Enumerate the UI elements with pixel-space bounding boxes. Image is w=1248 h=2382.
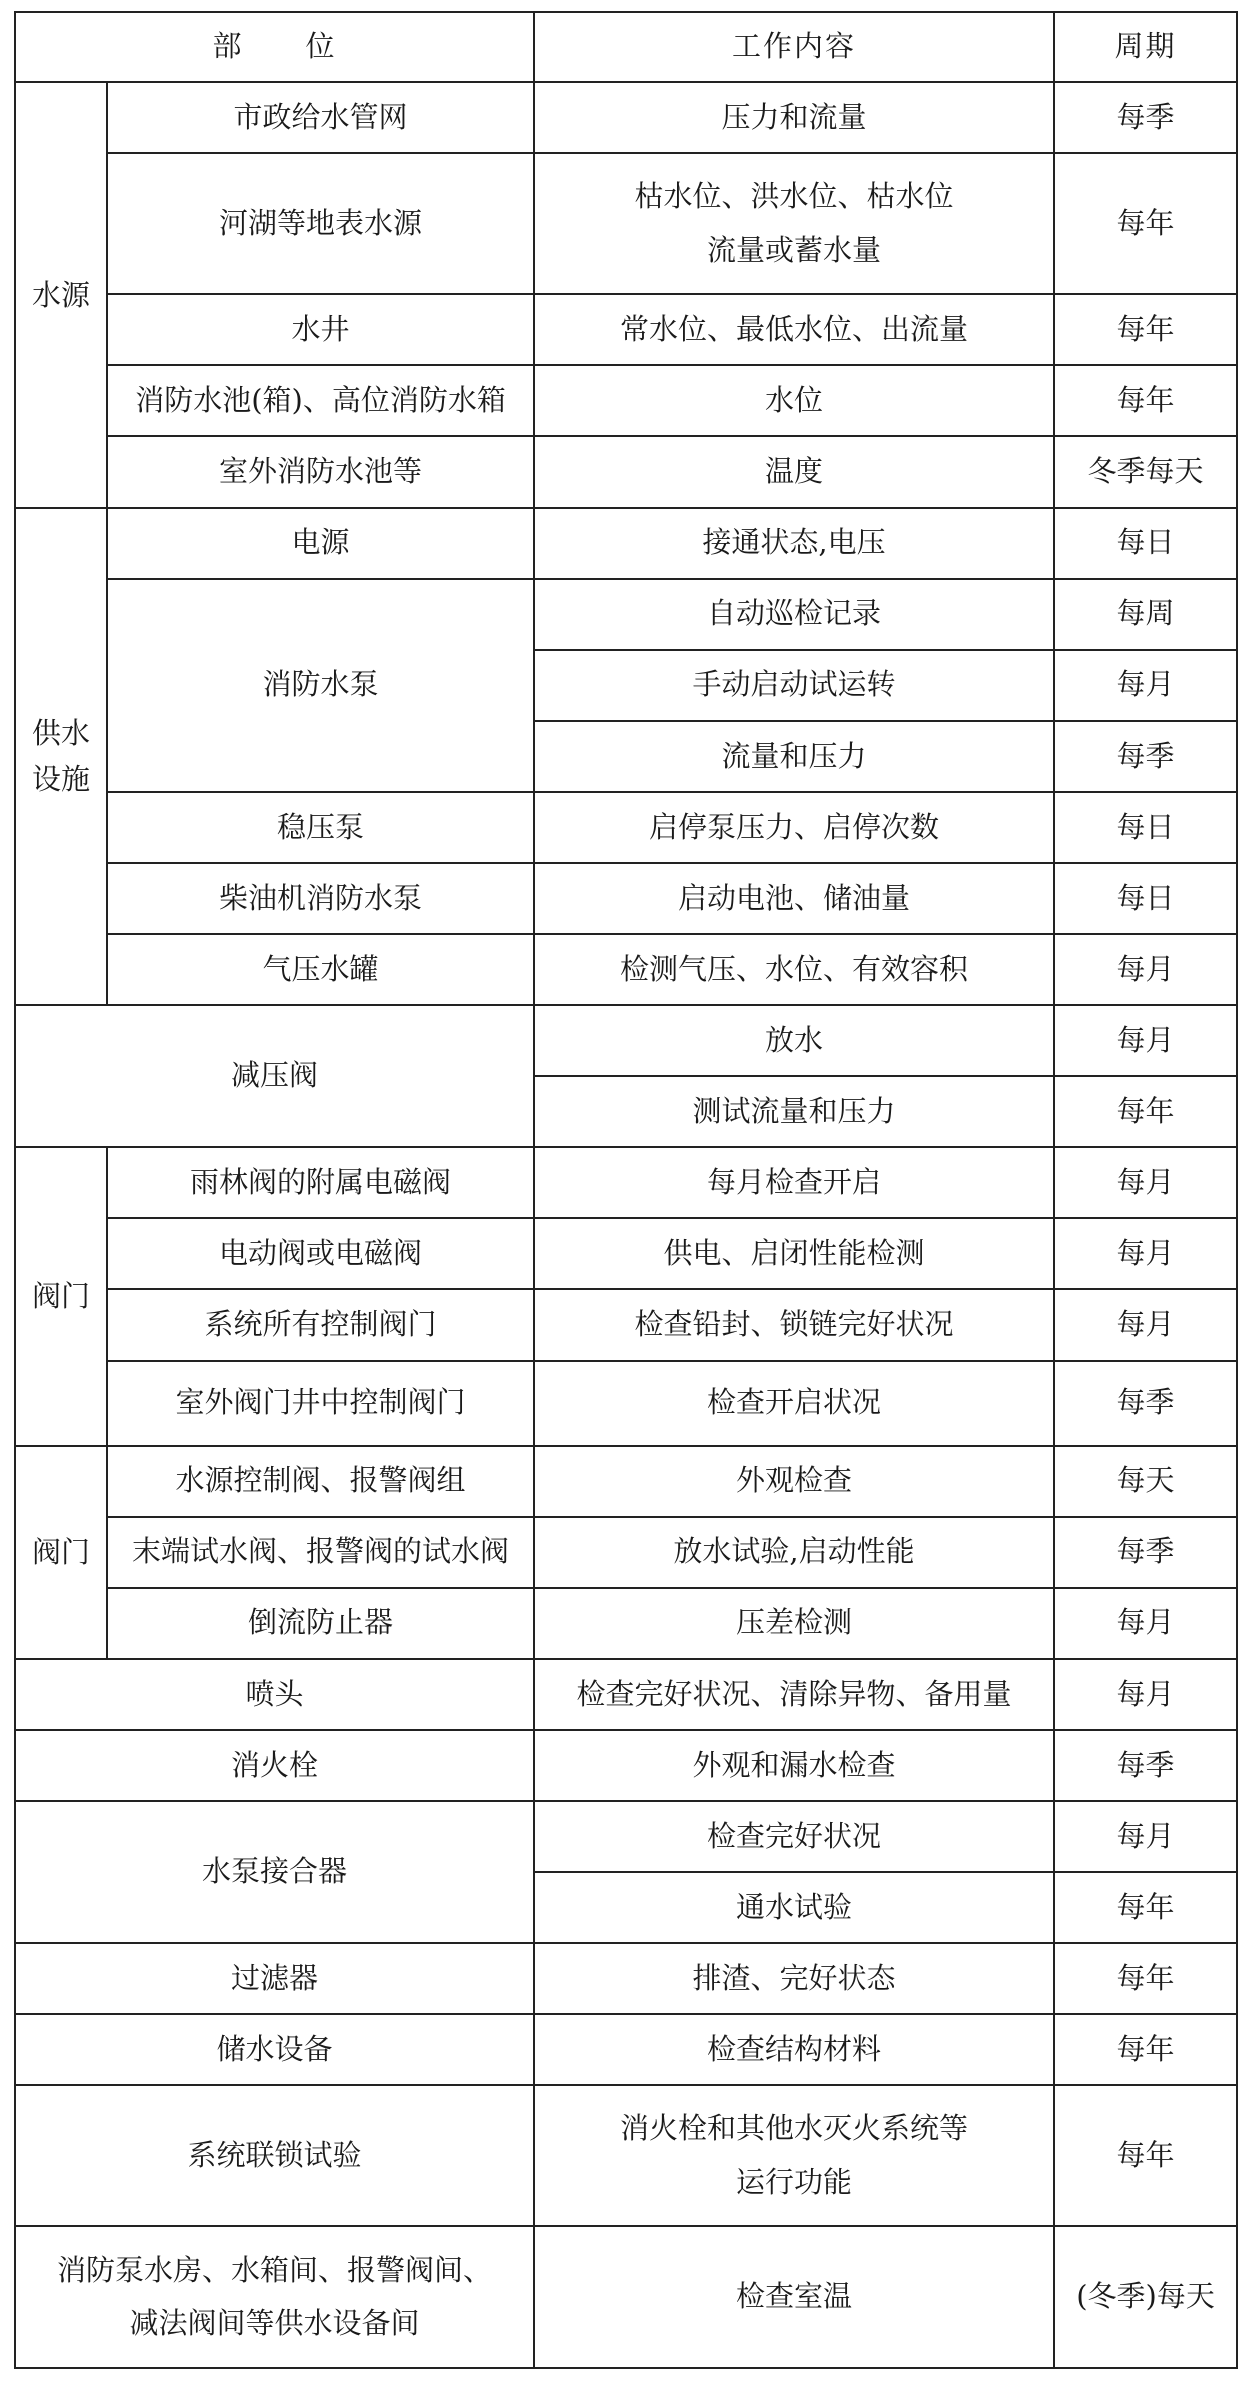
part-cell: 水井 [107, 294, 534, 365]
work-cell: 检查开启状况 [534, 1361, 1054, 1446]
work-cell: 温度 [534, 436, 1054, 507]
table-row [15, 2014, 1237, 2085]
period-cell: (冬季)每天 [1054, 2226, 1237, 2368]
period-cell: 每季 [1054, 82, 1237, 153]
period-cell: 每日 [1054, 792, 1237, 863]
period-cell: 每日 [1054, 508, 1237, 579]
part-cell: 电动阀或电磁阀 [107, 1218, 534, 1289]
group-supply-facilities: 供水 设施 [15, 508, 107, 1006]
table-row [15, 792, 1237, 863]
table-row [15, 436, 1237, 507]
part-cell: 室外消防水池等 [107, 436, 534, 507]
part-cell: 室外阀门井中控制阀门 [107, 1361, 534, 1446]
work-cell: 检查结构材料 [534, 2014, 1054, 2085]
period-cell: 每月 [1054, 1659, 1237, 1730]
work-cell: 水位 [534, 365, 1054, 436]
period-cell: 每年 [1054, 294, 1237, 365]
part-cell: 水泵接合器 [15, 1801, 534, 1943]
part-cell: 过滤器 [15, 1943, 534, 2014]
period-cell: 每年 [1054, 1076, 1237, 1147]
period-cell: 每月 [1054, 1289, 1237, 1360]
table-row [15, 1801, 1237, 1872]
period-cell: 每季 [1054, 1517, 1237, 1588]
work-cell: 测试流量和压力 [534, 1076, 1054, 1147]
period-cell: 每年 [1054, 1872, 1237, 1943]
part-cell: 减压阀 [15, 1005, 534, 1147]
part-cell: 雨林阀的附属电磁阀 [107, 1147, 534, 1218]
part-cell: 系统所有控制阀门 [107, 1289, 534, 1360]
work-cell: 压差检测 [534, 1588, 1054, 1659]
period-cell: 每年 [1054, 1943, 1237, 2014]
work-cell: 常水位、最低水位、出流量 [534, 294, 1054, 365]
table-row [15, 1730, 1237, 1801]
table-row [15, 579, 1237, 650]
table-row [15, 1289, 1237, 1360]
table-row [15, 294, 1237, 365]
maintenance-table [14, 11, 1238, 2369]
group-water-source: 水源 [15, 82, 107, 507]
table-row [15, 1588, 1237, 1659]
table-header-row [15, 12, 1237, 82]
work-cell: 消火栓和其他水灭火系统等 运行功能 [534, 2085, 1054, 2226]
part-cell: 消防水池(箱)、高位消防水箱 [107, 365, 534, 436]
period-cell: 每日 [1054, 863, 1237, 934]
part-cell: 柴油机消防水泵 [107, 863, 534, 934]
period-cell: 每年 [1054, 153, 1237, 294]
period-cell: 每季 [1054, 721, 1237, 792]
group-valves-1: 阀门 [15, 1147, 107, 1445]
table-row [15, 508, 1237, 579]
part-cell: 系统联锁试验 [15, 2085, 534, 2226]
work-cell: 启停泵压力、启停次数 [534, 792, 1054, 863]
work-cell: 通水试验 [534, 1872, 1054, 1943]
header-period: 周期 [1054, 12, 1237, 82]
period-cell: 每月 [1054, 1588, 1237, 1659]
header-work: 工作内容 [534, 12, 1054, 82]
table-row [15, 1218, 1237, 1289]
period-cell: 每周 [1054, 579, 1237, 650]
table-row [15, 1005, 1237, 1076]
period-cell: 每月 [1054, 1801, 1237, 1872]
part-cell: 倒流防止器 [107, 1588, 534, 1659]
period-cell: 每天 [1054, 1446, 1237, 1517]
period-cell: 每季 [1054, 1730, 1237, 1801]
part-cell: 水源控制阀、报警阀组 [107, 1446, 534, 1517]
table-row [15, 365, 1237, 436]
table-row [15, 82, 1237, 153]
table-row [15, 863, 1237, 934]
work-cell: 外观检查 [534, 1446, 1054, 1517]
part-cell: 消火栓 [15, 1730, 534, 1801]
table-row [15, 2226, 1237, 2368]
work-cell: 外观和漏水检查 [534, 1730, 1054, 1801]
work-cell: 接通状态,电压 [534, 508, 1054, 579]
work-cell: 排渣、完好状态 [534, 1943, 1054, 2014]
table-row [15, 1659, 1237, 1730]
part-cell: 市政给水管网 [107, 82, 534, 153]
work-cell: 枯水位、洪水位、枯水位 流量或蓄水量 [534, 153, 1054, 294]
table-row [15, 1517, 1237, 1588]
work-cell: 检查完好状况、清除异物、备用量 [534, 1659, 1054, 1730]
work-cell: 每月检查开启 [534, 1147, 1054, 1218]
work-cell: 压力和流量 [534, 82, 1054, 153]
period-cell: 每月 [1054, 1005, 1237, 1076]
table-row [15, 1446, 1237, 1517]
period-cell: 每年 [1054, 365, 1237, 436]
work-cell: 手动启动试运转 [534, 650, 1054, 721]
part-cell: 消防水泵 [107, 579, 534, 792]
work-cell: 检测气压、水位、有效容积 [534, 934, 1054, 1005]
part-cell: 电源 [107, 508, 534, 579]
part-cell: 气压水罐 [107, 934, 534, 1005]
work-cell: 启动电池、储油量 [534, 863, 1054, 934]
work-cell: 放水 [534, 1005, 1054, 1076]
part-cell: 储水设备 [15, 2014, 534, 2085]
table-row [15, 1361, 1237, 1446]
work-cell: 自动巡检记录 [534, 579, 1054, 650]
table-row [15, 2085, 1237, 2226]
work-cell: 检查铅封、锁链完好状况 [534, 1289, 1054, 1360]
header-part: 部 位 [15, 12, 534, 82]
table-row [15, 1147, 1237, 1218]
period-cell: 每月 [1054, 1218, 1237, 1289]
period-cell: 每月 [1054, 1147, 1237, 1218]
part-cell: 消防泵水房、水箱间、报警阀间、 减法阀间等供水设备间 [15, 2226, 534, 2368]
period-cell: 每季 [1054, 1361, 1237, 1446]
work-cell: 检查室温 [534, 2226, 1054, 2368]
work-cell: 流量和压力 [534, 721, 1054, 792]
work-cell: 放水试验,启动性能 [534, 1517, 1054, 1588]
period-cell: 冬季每天 [1054, 436, 1237, 507]
part-cell: 喷头 [15, 1659, 534, 1730]
part-cell: 末端试水阀、报警阀的试水阀 [107, 1517, 534, 1588]
work-cell: 检查完好状况 [534, 1801, 1054, 1872]
part-cell: 河湖等地表水源 [107, 153, 534, 294]
part-cell: 稳压泵 [107, 792, 534, 863]
period-cell: 每月 [1054, 650, 1237, 721]
period-cell: 每年 [1054, 2014, 1237, 2085]
table-row [15, 1943, 1237, 2014]
work-cell: 供电、启闭性能检测 [534, 1218, 1054, 1289]
period-cell: 每月 [1054, 934, 1237, 1005]
table-row [15, 153, 1237, 294]
period-cell: 每年 [1054, 2085, 1237, 2226]
table-row [15, 934, 1237, 1005]
group-valves-2: 阀门 [15, 1446, 107, 1659]
